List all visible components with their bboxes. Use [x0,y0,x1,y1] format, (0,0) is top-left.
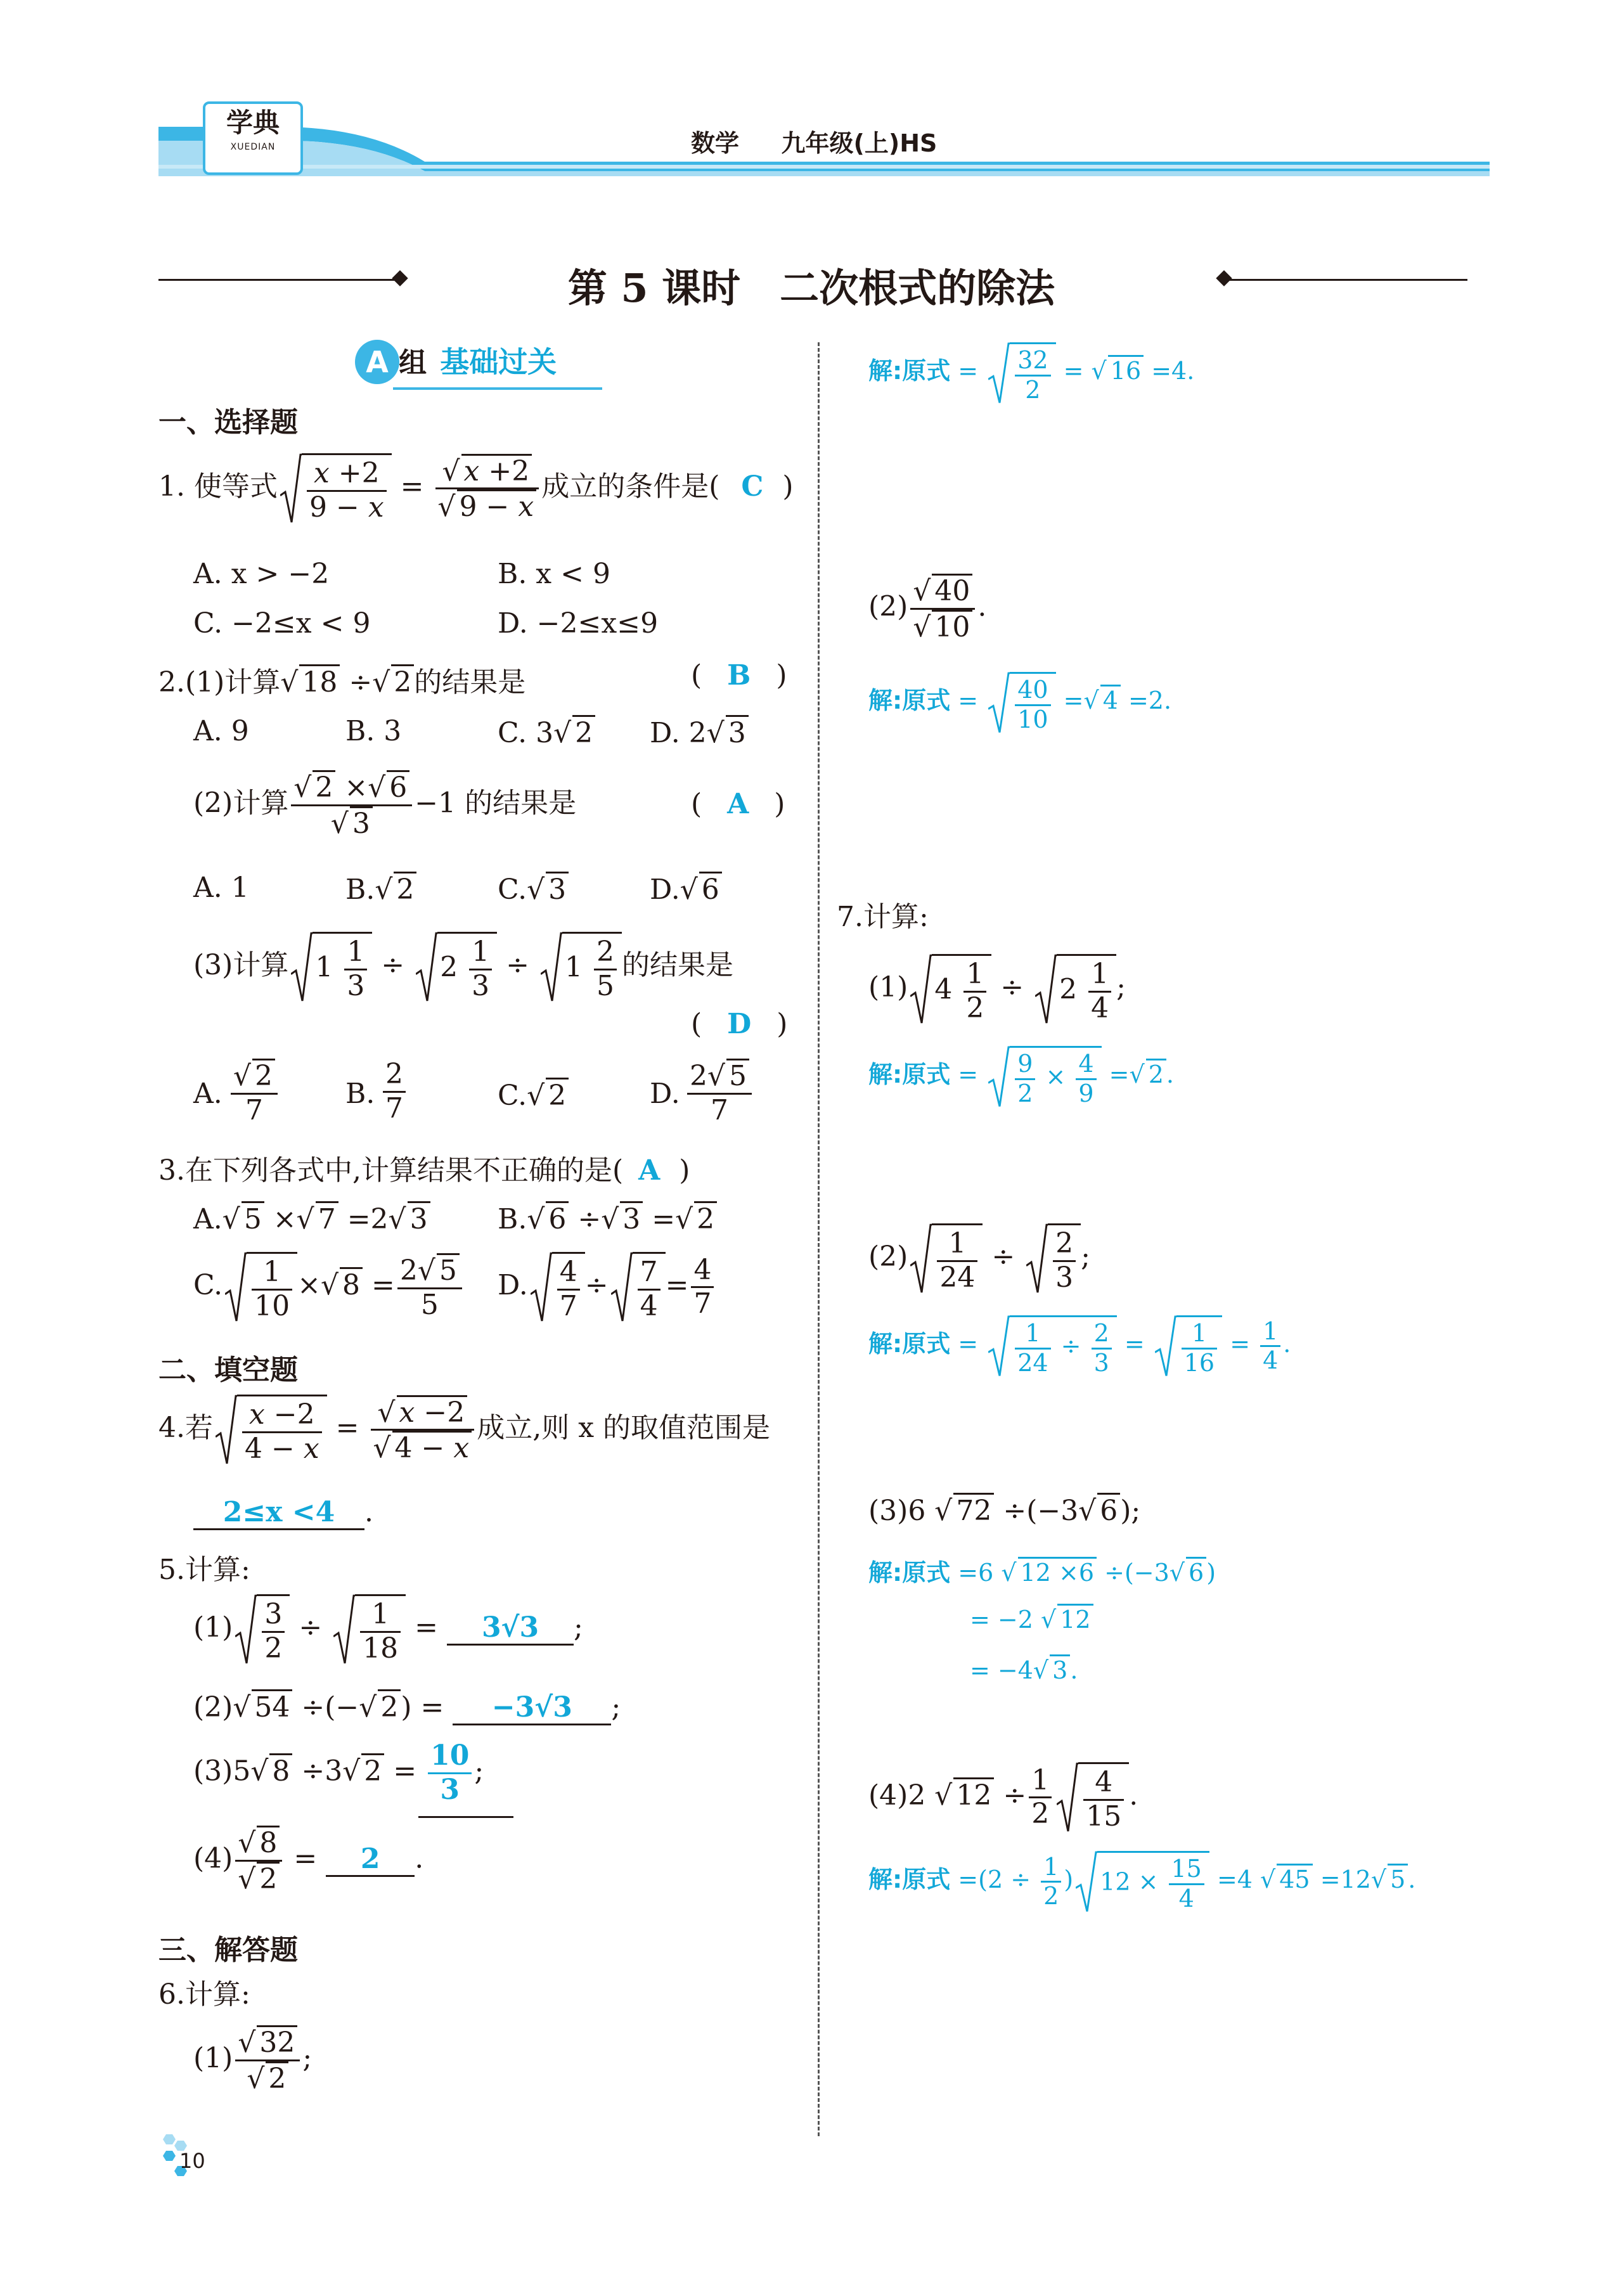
q5-2-answer: −3√3 [453,1691,611,1725]
q5-1-answer: 3√3 [447,1611,574,1646]
logo-subtext: XUEDIAN [230,142,276,152]
q5-part-2: (2)√ 54 ÷(−√ 2) = −3√3 ; [193,1689,621,1725]
q7-part-2: (2) $\frac{1}{24}$ ÷ $\frac{2}{3}$ ; [868,1223,1090,1294]
q7-3-solution-line-3: = −4√ 3 . [970,1654,1078,1684]
question-5: 5.计算: [158,1554,250,1586]
q2-2-answer: A [727,788,749,820]
q1-option-b: B. x < 9 [498,558,610,590]
q2-3-answer: D [727,1008,752,1040]
q6-1-solution: 解:原式 = $\frac{32}{2}$ = √ 16 =4. [868,342,1194,404]
title-diamond-right [1216,270,1232,286]
q1-option-a: A. x > −2 [193,558,330,590]
question-2-part-1: 2.(1)计算√ 18 ÷√ 2的结果是 [158,659,525,700]
section-fill: 二、填空题 [158,1354,298,1386]
group-char: 组 [399,347,427,379]
q2-2-option-c: C.√ 3 [498,872,569,906]
section-choice: 一、选择题 [158,406,298,439]
q5-part-3: (3)5√ 8 ÷3√ 2 = $\frac{10}{3}$ ; [193,1740,484,1806]
q6-part-2: (2) $\frac{√ 40}{√ 10}$ . [868,575,987,643]
q5-4-answer: 2 [326,1843,415,1877]
q3-option-b: B.√ 6 ÷√ 3 =√ 2 [498,1201,717,1235]
title-diamond-left [392,270,408,286]
q2-1-option-a: A. 9 [193,715,249,747]
page-number: 10 [179,2149,205,2173]
group-badge [355,339,557,384]
title-rule-right [1227,279,1467,281]
sqrt-fraction: $\frac{x +2}{9 - x}$ [280,453,392,524]
question-2-part-3: (3)计算 1 $\frac{1}{3}$ ÷ 2 $\frac{1}{3}$ ÷ 1 $\frac{2}{5}$ 的结果是 [193,932,733,1002]
column-divider [818,342,820,2136]
q2-1-answer: B [727,659,751,692]
q3-option-d: D. $\frac{4}{7}$ ÷ $\frac{7}{4}$ = $\frac{4}{7}$ [498,1252,716,1322]
grade-label: 九年级(上)HS [781,129,938,157]
q2-3-answer-bracket: ( D ) [691,1008,788,1040]
q1-option-c: C. −2≤x < 9 [193,607,371,640]
question-1: 1. 使等式 $\frac{x +2}{9 - x}$ = $\frac{√ x +2}{√ 9 - x}$ 成立的条件是( C ) [158,453,794,524]
page-header [158,101,1490,177]
q2-1-option-d: D. 2√ 3 [650,715,749,749]
q2-2-answer-bracket: ( A ) [691,788,785,820]
q7-part-3: (3)6 √ 72 ÷(−3√ 6); [868,1493,1140,1527]
q7-3-solution-line-2: = −2 √ 12 [970,1604,1093,1634]
q3-option-c: C. $\frac{1}{10}$ ×√ 8 = $\frac{2√ 5}{5}$ [193,1252,465,1322]
q7-3-solution-line-1: 解:原式 =6 √ 12 ×6 ÷(−3√ 6 ) [868,1553,1216,1588]
q2-1-option-b: B. 3 [345,715,402,747]
q5-part-4: (4) $\frac{√ 8}{√ 2}$ = 2 . [193,1827,424,1895]
group-label: 基础过关 [440,345,557,379]
q3-option-a: A.√ 5 ×√ 7 =2√ 3 [193,1201,430,1235]
q2-2-option-d: D.√ 6 [650,872,722,906]
q2-2-option-a: A. 1 [193,872,249,904]
subject-label: 数学 [691,129,740,157]
q1-option-d: D. −2≤x≤9 [498,607,659,640]
question-2-part-2: (2)计算 $\frac{√ 2 \times√ 6}{√ 3}$ −1 的结果是 [193,771,577,840]
logo-text: 学典 [226,107,280,138]
q2-1-option-c: C. 3√ 2 [498,715,595,749]
group-letter: A [355,340,399,384]
q7-4-solution: 解:原式 =(2 ÷ $\frac{1}{2}$ ) 12 × $\frac{15}{4}$ =4 √ 45 =12√ 5 . [868,1851,1415,1912]
q7-part-4: (4)2 √ 12 ÷ $\frac{1}{2}$ $\frac{4}{15}$ . [868,1762,1138,1833]
header-subject [691,124,937,158]
q7-part-1: (1) 4 $\frac{1}{2}$ ÷ 2 $\frac{1}{4}$ ; [868,954,1126,1024]
lesson-title: 第 5 课时 二次根式的除法 [567,265,1055,311]
q7-1-solution: 解:原式 = $\frac{9}{2}$ × $\frac{4}{9}$ =√ 2 . [868,1046,1174,1107]
q6-2-solution: 解:原式 = $\frac{40}{10}$ =√ 4 =2. [868,672,1171,733]
question-6: 6.计算: [158,1978,250,2011]
q5-part-1: (1) $\frac{3}{2}$ ÷ $\frac{1}{18}$ = 3√3 ; [193,1594,583,1665]
title-rule-left [158,279,399,281]
question-4: 4.若 $\frac{x -2}{4 - x}$ = $\frac{√ x -2}{√ 4 - x}$ 成立,则 x 的取值范围是 [158,1395,770,1465]
q3-answer: A [638,1154,661,1187]
q1-answer: C [741,470,764,503]
q2-2-option-b: B.√ 2 [345,872,416,906]
question-7: 7.计算: [837,901,929,933]
section-answer: 三、解答题 [158,1934,298,1966]
logo [203,101,303,175]
q2-1-answer-bracket: ( B ) [691,659,787,692]
q7-2-solution: 解:原式 = $\frac{1}{24}$ ÷ $\frac{2}{3}$ = $\frac{1}{16}$ = $\frac{1}{4}$ . [868,1315,1291,1377]
question-3: 3.在下列各式中,计算结果不正确的是( A ) [158,1154,690,1187]
q5-3-answer: $\frac{10}{3}$ [428,1740,472,1806]
q4-answer: 2≤x <4 [193,1496,364,1530]
q6-part-1: (1) $\frac{√ 32}{√ 2}$ ; [193,2027,313,2095]
q4-answer-line: 2≤x <4 . [193,1496,373,1530]
